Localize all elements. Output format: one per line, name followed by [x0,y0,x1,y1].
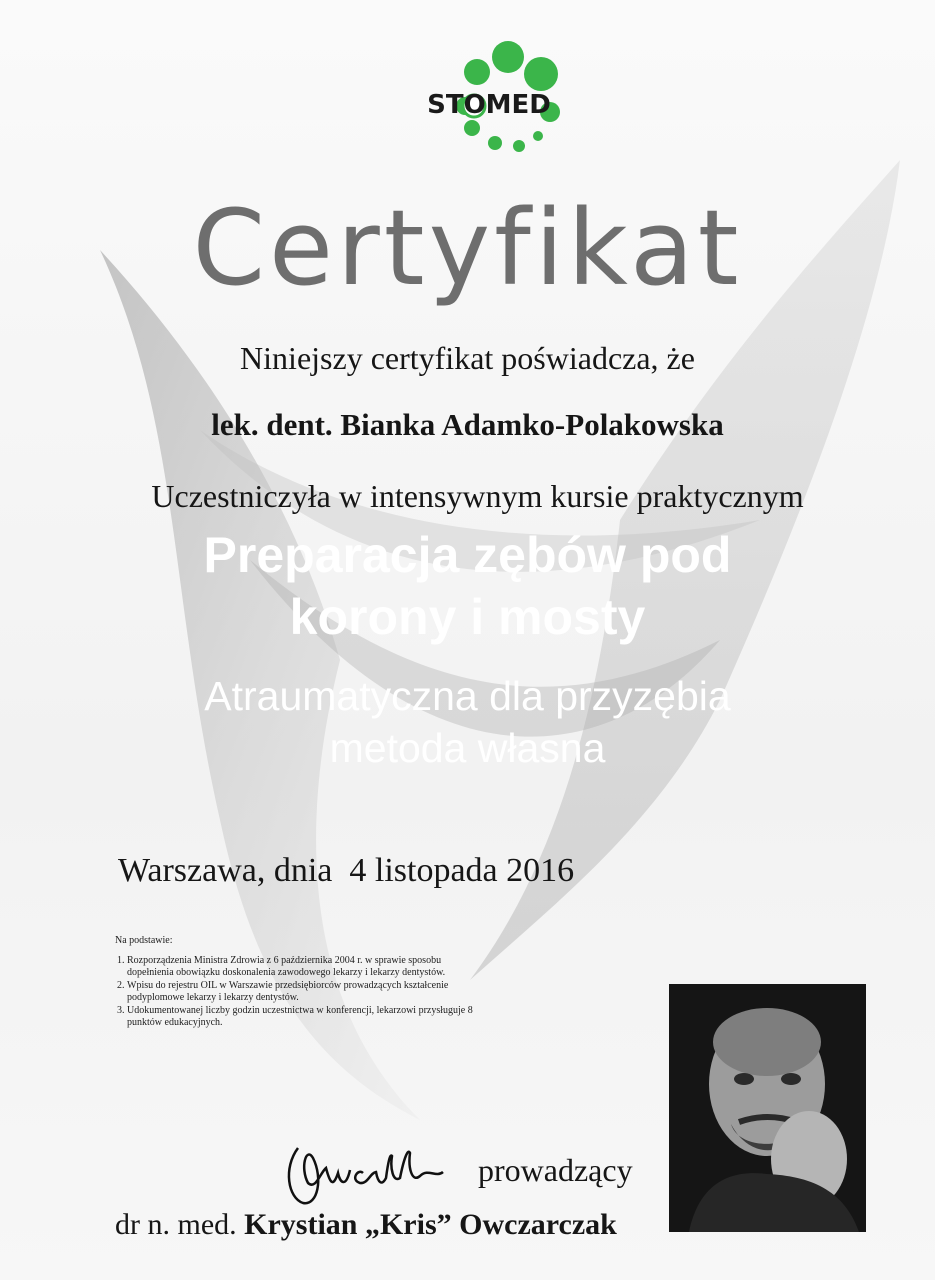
lecturer-line [115,1208,617,1242]
lecturer-name: Krystian „Kris” Owczarczak [244,1208,617,1241]
intro-text: Niniejszy certyfikat poświadcza, że [240,340,695,376]
lecturer-photo [669,984,866,1232]
legal-basis-item: 2. Wpisu do rejestru OIL w Warszawie przedsiębiorców prowadzących kształcenie podyplomowe lekarzy i lekarzy dentystów. [127,980,475,1004]
legal-basis-item: 1. Rozporządzenia Ministra Zdrowia z 6 października 2004 r. w sprawie sposobu dopełnienia obowiązku doskonalenia zawodowego lekarzy i lekarzy dentystów. [127,955,475,979]
stomed-logo [405,40,575,160]
signature [278,1128,453,1213]
recipient-name: lek. dent. Bianka Adamko-Polakowska [211,407,724,442]
course-title-line1: Preparacja zębów pod [203,527,732,583]
legal-basis-list [115,955,475,1029]
legal-basis-item: 3. Udokumentowanej liczby godzin uczestnictwa w konferencji, lekarzowi przysługuje 8 punktów edukacyjnych. [127,1005,475,1029]
lecturer-role: prowadzący [478,1152,633,1188]
course-subtitle-line2: metoda własna [329,725,606,771]
legal-basis [115,935,475,1030]
participation-text: Uczestniczyła w intensywnym kursie praktycznym [151,478,804,514]
date-line: Warszawa, dnia 4 listopada 2016 [118,852,575,889]
course-subtitle-line1: Atraumatyczna dla przyzębia [204,673,731,719]
course-title-line2: korony i mosty [289,589,646,645]
certificate-title: Certyfikat [192,187,743,309]
svg-text:STOMED: STOMED [427,90,551,120]
legal-basis-heading: Na podstawie: [115,935,173,946]
lecturer-prefix: dr n. med. [115,1208,237,1241]
